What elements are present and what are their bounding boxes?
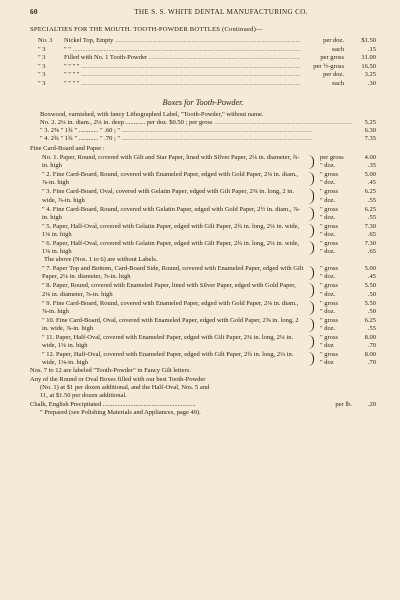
price: .50 — [367, 307, 376, 315]
box-item — [30, 317, 376, 333]
price: 6.25 — [364, 188, 376, 196]
price: 6.25 — [364, 205, 376, 213]
box-item — [30, 154, 376, 170]
unit: " gross — [320, 282, 339, 290]
box-item — [30, 265, 376, 281]
box-item — [30, 188, 376, 204]
labeled-items — [30, 265, 376, 367]
item-unit: per gross — [320, 54, 344, 62]
box-desc: " 8. Paper, Round, covered with Enameled Paper, lined with Silver Paper, edged with Gold Paper, 2⅛ in. diameter, ⅞-in. high — [42, 282, 296, 298]
boxwood-intro: Boxwood, varnished, with fancy Lithographed Label, "Tooth-Powder," without name. — [40, 110, 264, 118]
unit: " doz. — [320, 230, 336, 238]
boxwood-desc: " 4. 2¾ " 1¾ " ............ " .70 ; " ..... — [40, 135, 352, 143]
brace — [305, 241, 314, 255]
price-row — [30, 63, 376, 72]
brace — [305, 266, 314, 280]
price-row — [30, 54, 376, 63]
brace — [305, 318, 314, 332]
item-desc: " " " " ..... — [64, 63, 300, 72]
box-desc: " 6. Paper, Half-Oval, covered with Gelatin Paper, edged with Gilt Paper, 2¾ in. long, 2¼ in. wide, 1⅛ in. high — [42, 239, 300, 256]
running-head — [30, 8, 376, 16]
box-item — [30, 300, 376, 316]
price: 5.50 — [364, 282, 376, 290]
boxwood-row — [30, 119, 376, 127]
item-unit: per doz. — [323, 71, 344, 79]
box-desc: No. 1. Paper, Round, covered with Gilt and Star Paper, lined with Silver Paper, 2⅛ in. diameter, ¾-in. high — [42, 154, 300, 170]
unit: " gross — [320, 316, 339, 324]
item-desc: Filled with No. 1 Tooth-Powder ..... — [64, 54, 300, 63]
cardboard-subhead: Fine Card-Board and Paper : — [30, 144, 105, 152]
unit: " doz. — [320, 324, 336, 332]
price-row — [30, 80, 376, 89]
price: .45 — [367, 273, 376, 281]
boxwood-price: 5.25 — [364, 118, 376, 126]
item-unit: each — [332, 79, 344, 87]
price: .65 — [367, 248, 376, 256]
item-number: " 3 — [38, 62, 46, 70]
unit: " doz. — [320, 290, 336, 298]
box-item — [30, 171, 376, 187]
boxwood-price: 6.30 — [364, 127, 376, 135]
price: 7.30 — [364, 222, 376, 230]
brace — [305, 155, 314, 169]
item-unit: per doz. — [323, 37, 344, 44]
item-number: No. 3 — [38, 37, 53, 44]
price: .55 — [367, 324, 376, 332]
item-price: $1.50 — [361, 37, 376, 44]
price: 5.00 — [364, 171, 376, 179]
box-desc: " 2. Fine Card-Board, Round, covered with Enameled Paper, edged with Gold Paper, 2⅛ in. diam., ⅞-in. high — [42, 171, 299, 187]
item-unit: per ½-gross — [313, 62, 344, 70]
price: .65 — [367, 230, 376, 238]
box-desc: " 4. Fine Card-Board, Round, covered with Gelatin Paper, edged with Gold Paper, 2½ in. diam., ⅞-in. high — [42, 205, 301, 221]
unit: " doz. — [320, 307, 336, 315]
unit: " gross — [320, 171, 339, 179]
unit: " gross — [320, 299, 339, 307]
box-desc: " 11. Paper, Half-Oval, covered with Enameled Paper, edged with Gilt Paper, 2⅜ in. long, 2¼ in. wide, 1⅛ in. high — [42, 334, 294, 350]
box-item — [30, 206, 376, 222]
unit: " doz — [320, 359, 334, 367]
item-desc: Nickel Top, Empty ..... — [64, 37, 300, 46]
item-price: .15 — [367, 45, 376, 53]
chalk-desc: Chalk, English Precipitated ......................................................... — [30, 400, 196, 408]
page-number: 60 — [30, 8, 38, 16]
box-item — [30, 351, 376, 367]
price: 7.30 — [364, 239, 376, 247]
unit: " gross — [320, 205, 339, 213]
unit: " doz. — [320, 196, 336, 204]
brace — [305, 172, 314, 186]
box-item — [30, 282, 376, 298]
price-row — [30, 37, 376, 46]
boxwood-price: 7.35 — [364, 135, 376, 143]
footer-note: 11, at $1.50 per dozen additional. — [40, 392, 127, 400]
chalk-row — [30, 401, 376, 409]
box-desc: " 5. Paper, Half-Oval, covered with Gelatin Paper, edged with Gilt Paper, 2¾ in. long, 2¼ in. wide, 1⅛ in. high — [42, 222, 300, 238]
unit: " doz — [320, 342, 334, 350]
price: .55 — [367, 213, 376, 221]
prepared-line: " Prepared (see Polishing Materials and Appliances, page 49). — [40, 408, 201, 416]
boxwood-desc: " 3. 2⅝ " 1¾ " ............ " .60 ; " ..... — [40, 127, 352, 135]
item-price: 31.00 — [361, 54, 376, 62]
item-number: " 3 — [38, 45, 46, 53]
price: .70 — [367, 342, 376, 350]
footer-note: Any of the Round or Oval Boxes filled with our best Tooth-Powder — [30, 375, 206, 383]
unit: " gross — [320, 265, 339, 273]
item-desc: " " " " ..... — [64, 80, 300, 89]
box-desc: " 12. Paper, Half-Oval, covered with Enameled Paper, edged with Gilt Paper, 2¾ in. long, 2¼ in. wide, 1⅛-in. high — [42, 351, 294, 367]
box-desc: " 3. Fine Card-Board, Oval, covered with Gelatin Paper, edged with Gilt Paper, 2⅝ in. long, 2 in. wide, ⅞-in. high — [42, 188, 294, 204]
unit: " doz. — [320, 162, 336, 170]
unit: " gross — [320, 351, 339, 359]
brace — [305, 335, 314, 349]
specialties-list — [30, 37, 376, 89]
unit: " doz. — [320, 248, 336, 256]
chalk-unit: per lb. — [335, 400, 352, 408]
unit: " gross — [320, 222, 339, 230]
item-number: " 3 — [38, 71, 46, 79]
boxwood-row — [30, 127, 376, 135]
brace — [305, 301, 314, 315]
item-price: 16.50 — [361, 62, 376, 70]
unit: " gross — [320, 239, 339, 247]
price: .55 — [367, 196, 376, 204]
price: 5.50 — [364, 299, 376, 307]
cardboard-items — [30, 154, 376, 256]
box-item — [30, 240, 376, 256]
item-unit: each — [332, 45, 344, 53]
unit: " doz. — [320, 273, 336, 281]
boxes-heading: Boxes for Tooth-Powder. — [162, 97, 244, 107]
boxwood-row — [30, 135, 376, 143]
box-desc: " 7. Paper Top and Bottom, Card-Board Side, Round, covered with Enameled Paper, edged with Gilt Paper, 2⅛ in. diameter, ⅞-in. high — [42, 265, 304, 281]
footer-note: (No. 1) at $1 per dozen additional, and the Half-Oval, Nos. 5 and — [40, 383, 210, 391]
item-number: " 3 — [38, 54, 46, 62]
item-desc: " " " " ..... — [64, 71, 300, 80]
unit: " gross — [320, 188, 339, 196]
brace — [305, 189, 314, 203]
price: .70 — [367, 359, 376, 367]
brace — [305, 283, 314, 297]
footer-note: Nos. 7 to 12 are labeled "Tooth-Powder" in Fancy Gilt letters. — [30, 367, 191, 375]
item-price: 3.25 — [364, 71, 376, 79]
label-note: The above (Nos. 1 to 6) are without Labels. — [44, 256, 158, 264]
unit: " gross — [320, 334, 339, 342]
price: .45 — [367, 179, 376, 187]
brace — [305, 352, 314, 366]
box-desc: " 9. Fine Card-Board, Round, covered with Enameled Paper, edged with Gold Paper, 2⅛ in. diam., ⅞-in. high — [42, 299, 299, 315]
price: 6.25 — [364, 316, 376, 324]
unit: " doz. — [320, 179, 336, 187]
price-row — [30, 46, 376, 55]
specialties-title: SPECIALTIES FOR THE MOUTH. TOOTH-POWDER BOTTLES (Continued)— — [30, 26, 263, 33]
price: .50 — [367, 290, 376, 298]
price: 8.00 — [364, 334, 376, 342]
price: .35 — [367, 162, 376, 170]
box-item — [30, 334, 376, 350]
running-title: THE S. S. WHITE DENTAL MANUFACTURING CO. — [134, 8, 308, 16]
box-item — [30, 223, 376, 239]
brace — [305, 207, 314, 221]
item-desc: " " ..... — [64, 46, 300, 55]
chalk-price: .20 — [367, 400, 376, 408]
unit: " doz. — [320, 213, 336, 221]
item-number: " 3 — [38, 79, 46, 87]
unit: per gross — [320, 154, 344, 162]
boxwood-desc: No. 2. 2¼ in. diam., 2¼ in. deep ............ per doz. $0.50 ; per gross ..... — [40, 119, 352, 127]
item-price: .30 — [367, 79, 376, 87]
price: 5.00 — [364, 265, 376, 273]
price: 8.00 — [364, 351, 376, 359]
price: 4.00 — [364, 154, 376, 162]
price-row — [30, 71, 376, 80]
box-desc: " 10. Fine Card-Board, Oval, covered with Enameled Paper, edged with Gold Paper, 2⅝ in. long, 2 in. wide, ⅞-in. high — [42, 316, 299, 332]
brace — [305, 224, 314, 238]
